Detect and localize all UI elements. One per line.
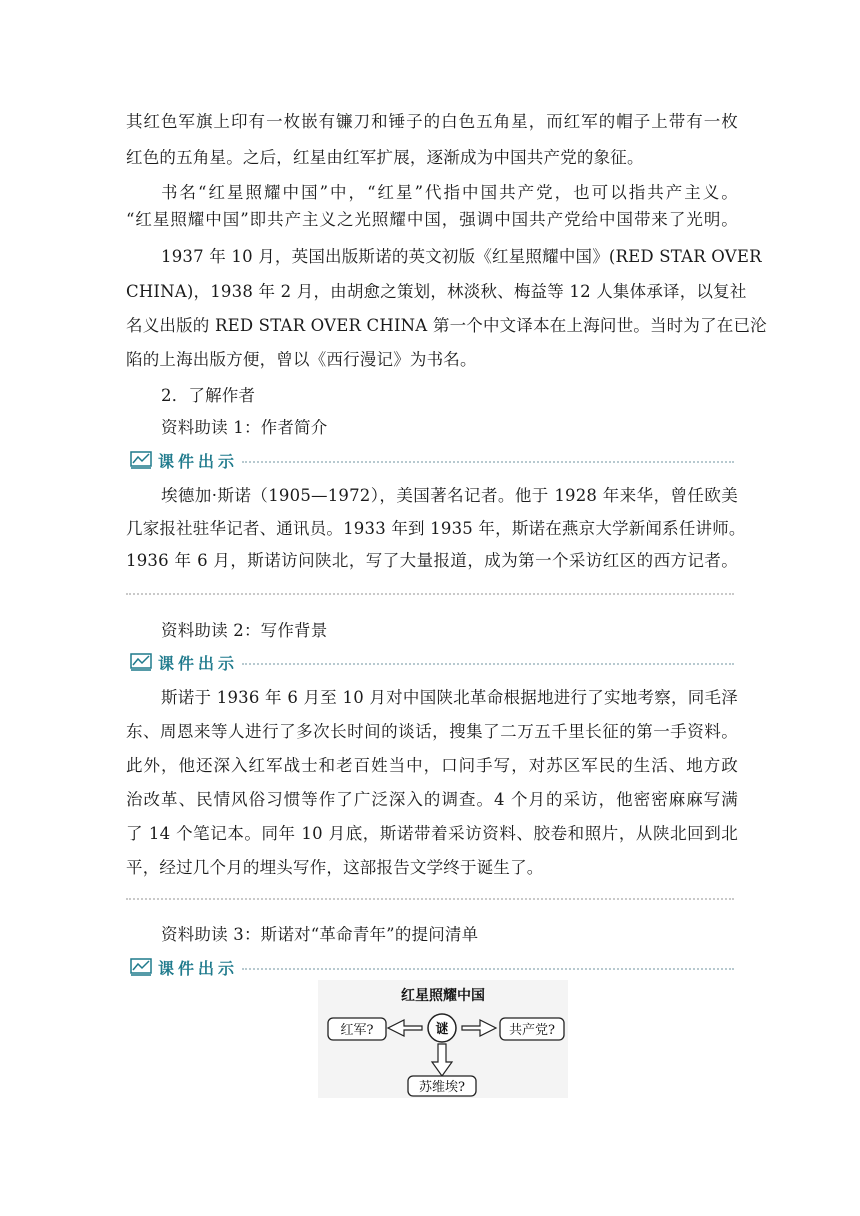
down-arrow-icon [432,1044,452,1076]
mystery-diagram [318,980,568,1098]
section-title: 2．了解作者 [161,386,256,405]
chart-icon [130,653,152,671]
paragraph-line: 埃德加·斯诺（1905—1972），美国著名记者。他于 1928 年来华，曾任欧美 [161,486,738,505]
right-box-label: 共产党? [509,1023,555,1038]
bottom-box-label: 苏维埃? [419,1080,465,1095]
section-divider [126,593,734,595]
center-label: 谜 [435,1022,449,1037]
courseware-banner [130,651,734,673]
paragraph-line: 1937 年 10 月，英国出版斯诺的英文初版《红星照耀中国》(RED STAR OVER [161,247,762,266]
paragraph-line: 陷的上海出版方便，曾以《西行漫记》为书名。 [126,350,477,369]
courseware-label: 课件出示 [158,451,239,471]
chart-icon [130,958,152,976]
paragraph-line: 了 14 个笔记本。同年 10 月底，斯诺带着采访资料、胶卷和照片，从陕北回到北 [126,824,738,843]
paragraph-line: 几家报社驻华记者、通讯员。1933 年到 1935 年，斯诺在燕京大学新闻系任讲师。 [126,519,746,538]
paragraph-line: 红色的五角星。之后，红星由红军扩展，逐渐成为中国共产党的象征。 [126,148,644,167]
left-box-label: 红军? [340,1023,374,1038]
chart-icon [130,451,152,469]
section-divider [126,898,734,900]
paragraph-line: 斯诺于 1936 年 6 月至 10 月对中国陕北革命根据地进行了实地考察，同毛泽 [161,688,738,707]
paragraph-line: 其红色军旗上印有一枚嵌有镰刀和锤子的白色五角星，而红军的帽子上带有一枚 [126,112,738,131]
diagram-title: 红星照耀中国 [401,988,485,1004]
paragraph-line: 治改革、民情风俗习惯等作了广泛深入的调查。4 个月的采访，他密密麻麻写满 [126,790,738,809]
courseware-label: 课件出示 [158,958,239,978]
paragraph-line: 1936 年 6 月，斯诺访问陕北，写了大量报道，成为第一个采访红区的西方记者。 [126,551,738,570]
dotted-rule [242,461,734,463]
left-arrow-icon [388,1020,422,1036]
reference-title: 资料助读 3：斯诺对“革命青年”的提问清单 [161,925,479,944]
reference-title: 资料助读 1：作者简介 [161,418,328,437]
paragraph-line: CHINA)，1938 年 2 月，由胡愈之策划，林淡秋、梅益等 12 人集体承译，以复社 [126,282,747,301]
paragraph-line: 书名“红星照耀中国”中，“红星”代指中国共产党，也可以指共产主义。 [161,183,738,202]
dotted-rule [242,968,734,970]
paragraph-line: 平，经过几个月的埋头写作，这部报告文学终于诞生了。 [126,858,544,877]
paragraph-line: “红星照耀中国”即共产主义之光照耀中国，强调中国共产党给中国带来了光明。 [126,210,738,229]
courseware-banner [130,956,734,978]
dotted-rule [242,663,734,665]
right-arrow-icon [462,1020,496,1036]
courseware-banner [130,449,734,471]
courseware-label: 课件出示 [158,653,239,673]
paragraph-line: 此外，他还深入红军战士和老百姓当中，口问手写，对苏区军民的生活、地方政 [126,756,738,775]
reference-title: 资料助读 2：写作背景 [161,621,328,640]
paragraph-line: 名义出版的 RED STAR OVER CHINA 第一个中文译本在上海问世。当时为了在已沦 [126,316,767,335]
paragraph-line: 东、周恩来等人进行了多次长时间的谈话，搜集了二万五千里长征的第一手资料。 [126,722,738,741]
